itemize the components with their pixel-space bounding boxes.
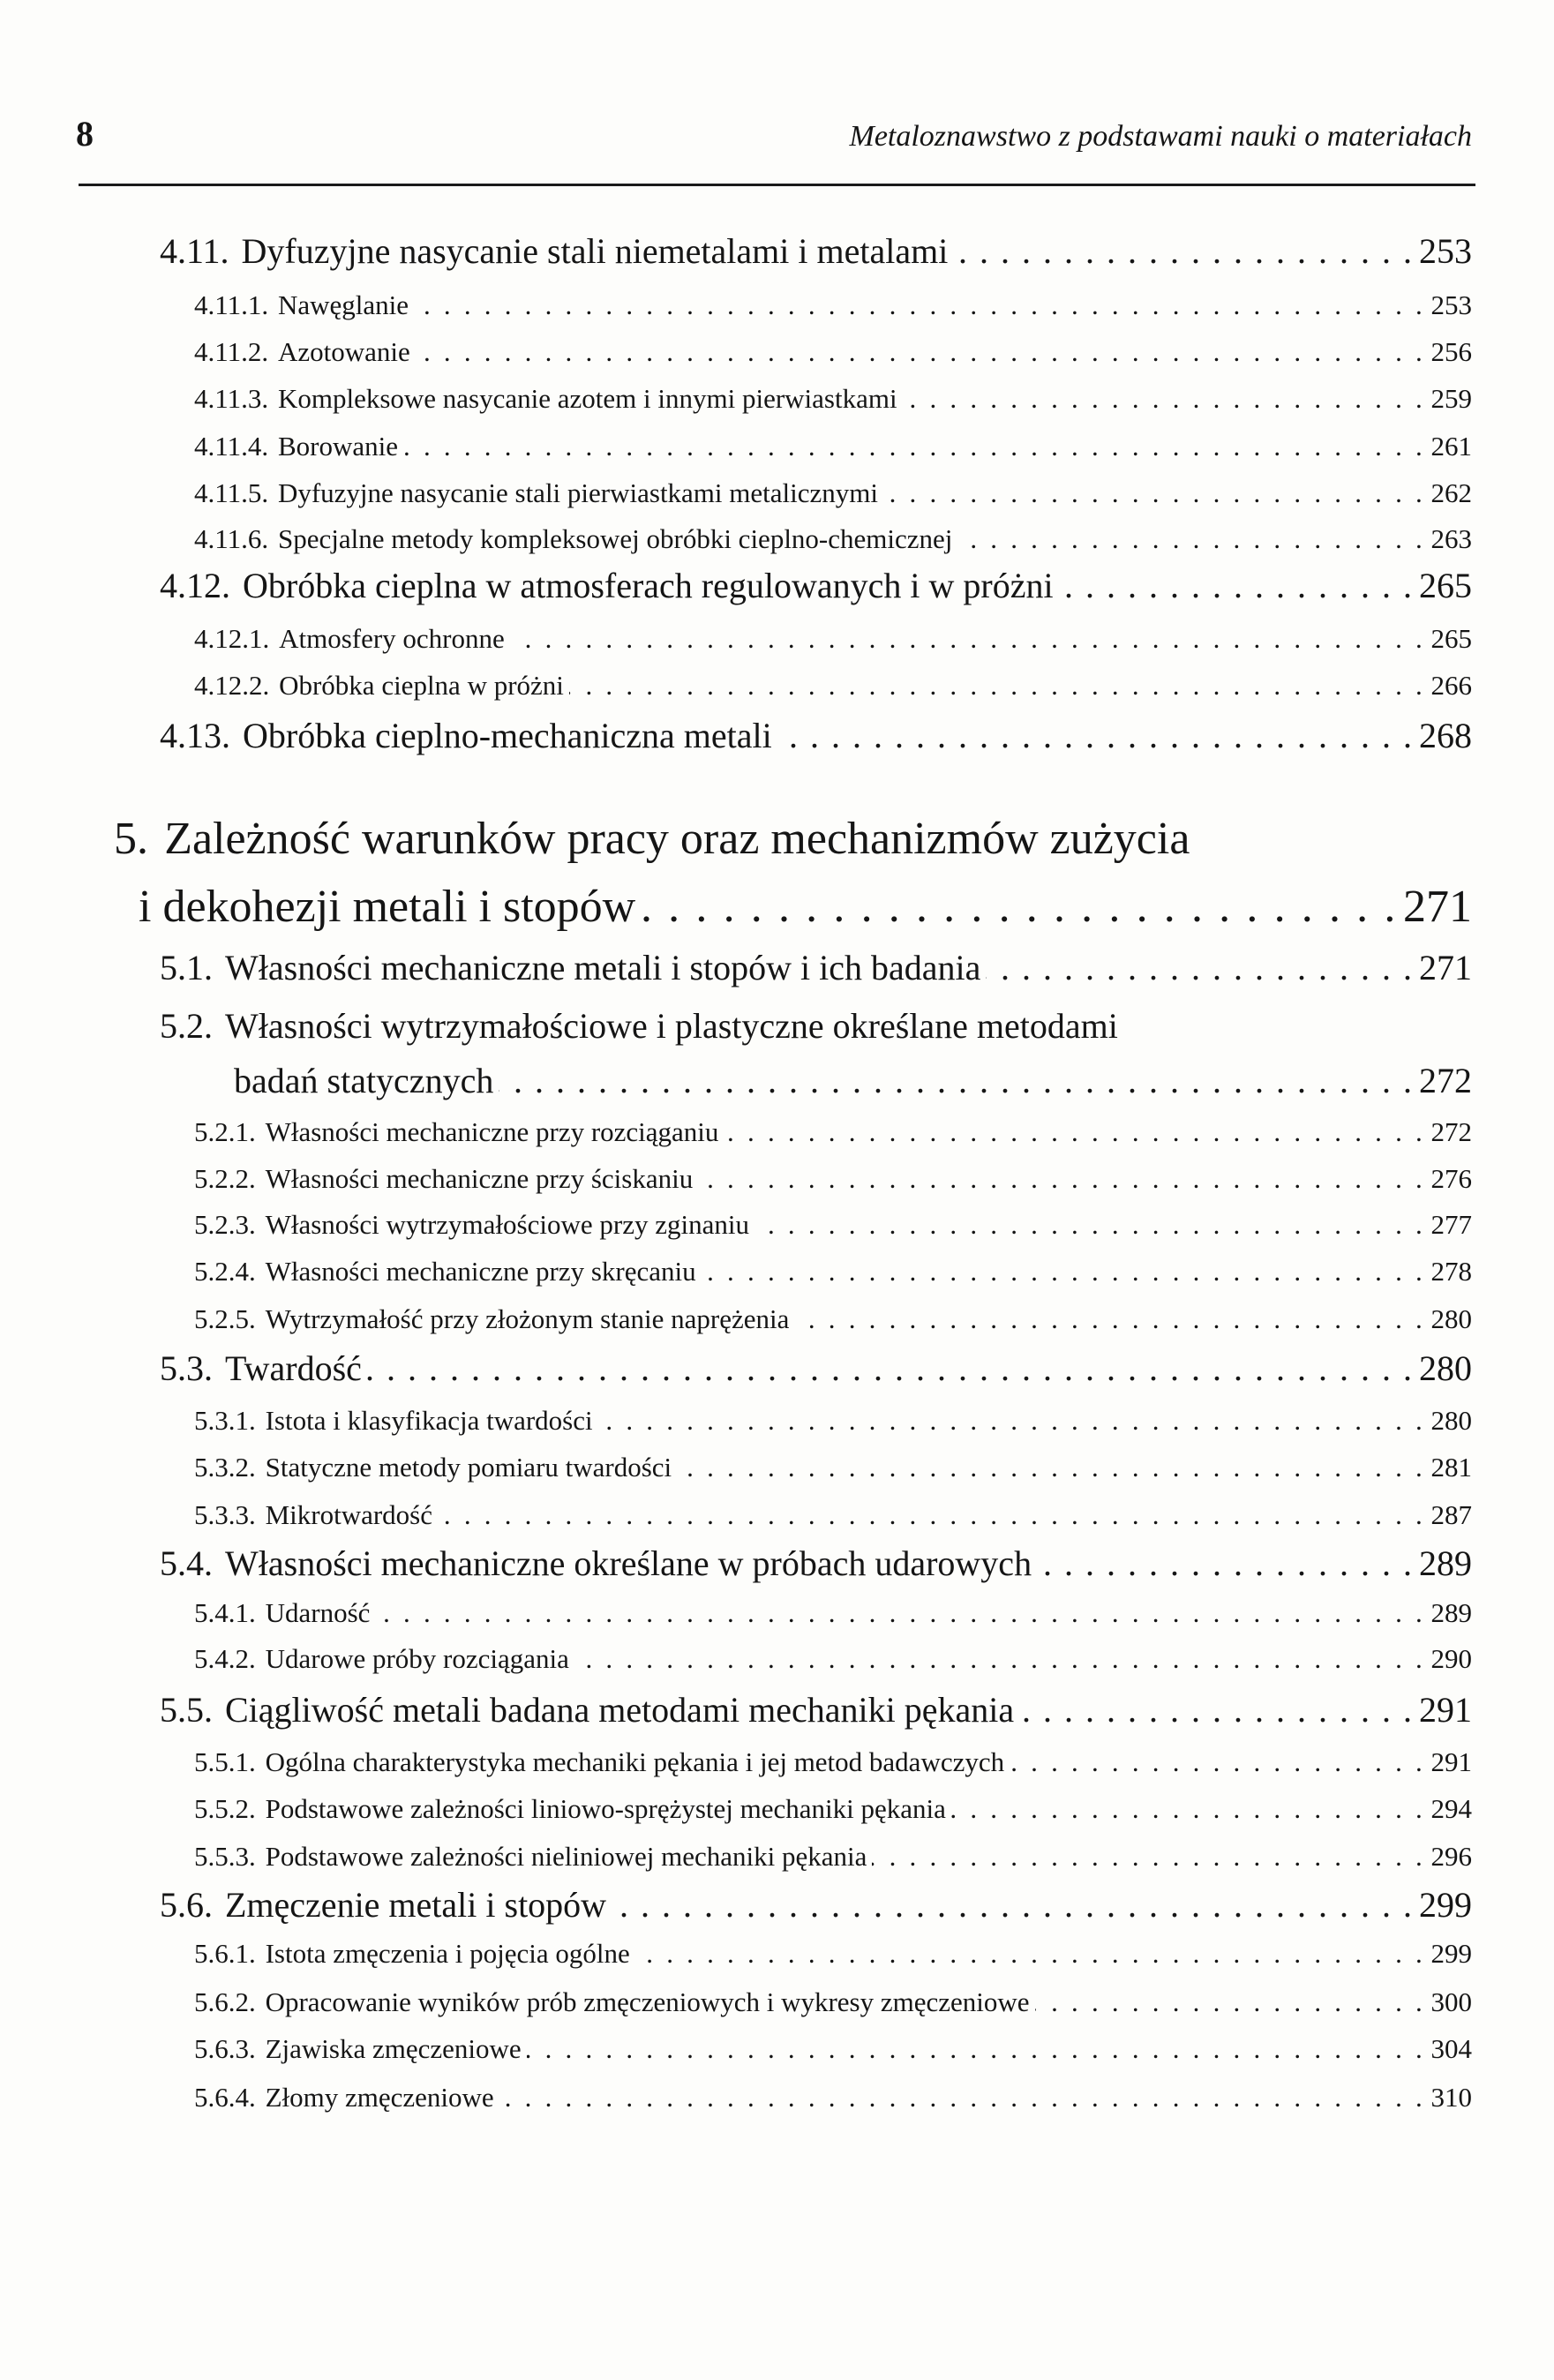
dot-leader — [724, 1107, 1425, 1157]
entry-number: 4.11. — [160, 231, 229, 271]
entry-page: 256 — [1430, 336, 1472, 367]
running-title: Metaloznawstwo z podstawami nauki o materiałach — [849, 120, 1472, 153]
entry-page: 271 — [1403, 882, 1472, 932]
toc-entry[interactable] — [194, 1978, 1472, 2027]
toc-entry[interactable] — [114, 808, 1472, 870]
entry-number: 4.12.1. — [194, 623, 270, 654]
dot-leader — [677, 1443, 1425, 1492]
entry-title: Udarowe próby rozciągania — [265, 1643, 569, 1674]
entry-page: 280 — [1430, 1303, 1472, 1334]
entry-title: Nawęglanie — [277, 289, 409, 320]
dot-leader — [499, 1056, 1414, 1106]
dot-leader — [569, 661, 1426, 710]
entry-title: Istota i klasyfikacja twardości — [265, 1405, 593, 1436]
entry-page: 272 — [1430, 1116, 1472, 1147]
toc-entry[interactable] — [194, 1490, 1472, 1540]
entry-title: Ciągliwość metali badana metodami mechaniki pękania — [225, 1690, 1015, 1730]
entry-number: 4.11.6. — [194, 523, 269, 554]
entry-title: Zależność warunków pracy oraz mechanizmów zużycia — [164, 814, 1190, 864]
entry-number: 5.6.2. — [194, 1986, 256, 2017]
toc-entry[interactable] — [160, 1881, 1472, 1930]
entry-page: 276 — [1430, 1163, 1472, 1194]
dot-leader — [1010, 1738, 1425, 1787]
entry-page: 304 — [1430, 2033, 1472, 2064]
dot-leader — [641, 876, 1398, 938]
dot-leader — [499, 2073, 1426, 2122]
entry-number: 5.2. — [160, 1006, 213, 1046]
toc-entry[interactable] — [194, 1396, 1472, 1445]
dot-leader — [702, 1247, 1426, 1296]
entry-number: 5.2.2. — [194, 1163, 256, 1194]
entry-number: 5.5.1. — [194, 1746, 256, 1777]
toc-entry[interactable] — [194, 1247, 1472, 1296]
entry-title: Specjalne metody kompleksowej obróbki cieplno-chemicznej — [277, 523, 953, 554]
entry-page: 265 — [1419, 566, 1472, 605]
dot-leader — [754, 1200, 1426, 1250]
entry-page: 278 — [1430, 1256, 1472, 1287]
entry-title: Borowanie — [277, 431, 398, 462]
entry-title: Własności mechaniczne przy rozciąganiu — [265, 1116, 719, 1147]
dot-leader — [414, 281, 1426, 330]
toc-entry[interactable] — [194, 514, 1472, 564]
entry-number: 5.5.2. — [194, 1793, 256, 1824]
dot-leader — [951, 1784, 1426, 1834]
toc-entry[interactable] — [160, 943, 1472, 993]
dot-leader — [510, 614, 1426, 664]
entry-number: 4.12. — [160, 566, 230, 605]
toc-entry[interactable] — [194, 469, 1472, 518]
toc-entry[interactable] — [194, 1154, 1472, 1204]
toc-entry[interactable] — [194, 281, 1472, 330]
entry-page: 290 — [1430, 1643, 1472, 1674]
entry-title: Obróbka cieplna w atmosferach regulowanych i w próżni — [243, 566, 1054, 605]
entry-page: 268 — [1419, 716, 1472, 755]
entry-page: 291 — [1419, 1690, 1472, 1730]
entry-page: 300 — [1430, 1986, 1472, 2017]
toc-entry[interactable] — [194, 1443, 1472, 1492]
entry-title: Obróbka cieplno-mechaniczna metali — [243, 716, 772, 755]
toc-entry[interactable] — [160, 1344, 1472, 1393]
dot-leader — [403, 422, 1426, 471]
dot-leader — [574, 1634, 1426, 1684]
toc-entry[interactable] — [194, 661, 1472, 710]
toc-entry[interactable] — [160, 1002, 1472, 1051]
entry-number: 5.6.3. — [194, 2033, 256, 2064]
entry-page: 291 — [1430, 1746, 1472, 1777]
entry-number: 5.6.1. — [194, 1938, 256, 1969]
toc-entry[interactable] — [194, 1738, 1472, 1787]
dot-leader — [612, 1881, 1414, 1930]
entry-title: Własności mechaniczne przy skręcaniu — [265, 1256, 696, 1287]
entry-title: Atmosfery ochronne — [279, 623, 505, 654]
entry-number: 5.2.3. — [194, 1209, 256, 1240]
toc-entry[interactable] — [160, 227, 1472, 276]
entry-page: 253 — [1419, 231, 1472, 271]
entry-number: 5.6.4. — [194, 2082, 256, 2113]
toc-entry[interactable] — [194, 1107, 1472, 1157]
entry-title: Opracowanie wyników prób zmęczeniowych i wykresy zmęczeniowe — [265, 1986, 1030, 2017]
entry-number: 5.4. — [160, 1543, 213, 1583]
toc-entry[interactable] — [160, 711, 1472, 761]
toc-entry[interactable] — [139, 876, 1472, 938]
toc-entry[interactable] — [194, 374, 1472, 424]
entry-number: 4.11.1. — [194, 289, 269, 320]
entry-title-continued: i dekohezji metali i stopów — [139, 882, 636, 932]
toc-entry[interactable] — [194, 422, 1472, 471]
entry-title: Własności wytrzymałościowe przy zginaniu — [265, 1209, 749, 1240]
dot-leader — [375, 1588, 1425, 1638]
toc-entry[interactable] — [194, 2024, 1472, 2074]
dot-leader — [598, 1396, 1426, 1445]
entry-page: 265 — [1430, 623, 1472, 654]
dot-leader — [438, 1490, 1426, 1540]
entry-title: Statyczne metody pomiaru twardości — [265, 1452, 672, 1483]
entry-title: Podstawowe zależności liniowo-sprężystej mechaniki pękania — [265, 1793, 946, 1824]
entry-title: Własności mechaniczne metali i stopów i ich badania — [225, 948, 981, 987]
entry-number: 4.13. — [160, 716, 230, 755]
entry-page: 272 — [1419, 1061, 1472, 1100]
header-rule — [79, 184, 1475, 186]
dot-leader — [872, 1832, 1425, 1881]
entry-title: Złomy zmęczeniowe — [265, 2082, 494, 2113]
entry-title: Ogólna charakterystyka mechaniki pękania i jej metod badawczych — [265, 1746, 1005, 1777]
entry-page: 271 — [1419, 948, 1472, 987]
entry-page: 310 — [1430, 2082, 1472, 2113]
entry-page: 289 — [1430, 1597, 1472, 1628]
entry-page: 259 — [1430, 383, 1472, 414]
entry-number: 5.3.1. — [194, 1405, 256, 1436]
entry-number: 4.11.2. — [194, 336, 269, 367]
entry-title: Istota zmęczenia i pojęcia ogólne — [265, 1938, 630, 1969]
entry-number: 5.4.1. — [194, 1597, 256, 1628]
entry-page: 299 — [1430, 1938, 1472, 1969]
dot-leader — [1019, 1686, 1414, 1735]
toc-entry[interactable] — [194, 1832, 1472, 1881]
entry-number: 4.11.4. — [194, 431, 269, 462]
dot-leader — [777, 711, 1414, 761]
toc-entry[interactable] — [194, 614, 1472, 664]
entry-title: Podstawowe zależności nieliniowej mechaniki pękania — [265, 1841, 867, 1872]
dot-leader — [527, 2024, 1426, 2074]
dot-leader — [416, 327, 1426, 377]
entry-number: 5.3. — [160, 1348, 213, 1388]
entry-page: 263 — [1430, 523, 1472, 554]
entry-page: 296 — [1430, 1841, 1472, 1872]
toc-entry[interactable] — [194, 2073, 1472, 2122]
dot-leader — [986, 943, 1414, 993]
entry-page: 299 — [1419, 1885, 1472, 1925]
entry-title: Zjawiska zmęczeniowe — [265, 2033, 522, 2064]
entry-title: Twardość — [225, 1348, 362, 1388]
dot-leader — [1059, 561, 1414, 611]
entry-number: 5.4.2. — [194, 1643, 256, 1674]
toc-entry[interactable] — [194, 327, 1472, 377]
entry-number: 5.6. — [160, 1885, 213, 1925]
toc-entry[interactable] — [194, 1295, 1472, 1344]
dot-leader — [1035, 1978, 1426, 2027]
entry-number: 5.2.5. — [194, 1303, 256, 1334]
entry-page: 289 — [1419, 1543, 1472, 1583]
entry-title: Własności mechaniczne przy ściskaniu — [265, 1163, 694, 1194]
page-number: 8 — [76, 114, 94, 154]
dot-leader — [794, 1295, 1425, 1344]
entry-number: 5. — [114, 814, 148, 864]
dot-leader — [883, 469, 1425, 518]
entry-number: 5.3.3. — [194, 1499, 256, 1530]
toc-entry[interactable] — [194, 1588, 1472, 1638]
toc-entry[interactable] — [160, 1686, 1472, 1735]
entry-number: 5.2.1. — [194, 1116, 256, 1147]
dot-leader — [903, 374, 1426, 424]
toc-entry[interactable] — [194, 1634, 1472, 1684]
toc-entry[interactable] — [234, 1056, 1472, 1106]
entry-page: 253 — [1430, 289, 1472, 320]
entry-title: Azotowanie — [277, 336, 410, 367]
toc-entry[interactable] — [194, 1929, 1472, 1978]
entry-title: Dyfuzyjne nasycanie stali pierwiastkami metalicznymi — [277, 477, 879, 508]
toc-entry[interactable] — [194, 1784, 1472, 1834]
entry-number: 4.12.2. — [194, 670, 270, 701]
toc-entry[interactable] — [160, 561, 1472, 611]
entry-page: 280 — [1430, 1405, 1472, 1436]
dot-leader — [635, 1929, 1426, 1978]
entry-title: Dyfuzyjne nasycanie stali niemetalami i metalami — [241, 231, 949, 271]
entry-number: 5.1. — [160, 948, 213, 987]
entry-page: 262 — [1430, 477, 1472, 508]
entry-title: Udarność — [265, 1597, 371, 1628]
entry-title: Mikrotwardość — [265, 1499, 432, 1530]
entry-page: 287 — [1430, 1499, 1472, 1530]
entry-page: 294 — [1430, 1793, 1472, 1824]
entry-number: 4.11.3. — [194, 383, 269, 414]
dot-leader — [1037, 1539, 1414, 1588]
entry-title: Własności wytrzymałościowe i plastyczne określane metodami — [225, 1006, 1118, 1046]
entry-title: Obróbka cieplna w próżni — [279, 670, 564, 701]
entry-title: Własności mechaniczne określane w próbach udarowych — [225, 1543, 1032, 1583]
entry-page: 266 — [1430, 670, 1472, 701]
dot-leader — [367, 1344, 1414, 1393]
dot-leader — [698, 1154, 1425, 1204]
entry-title: Kompleksowe nasycanie azotem i innymi pierwiastkami — [277, 383, 897, 414]
entry-number: 5.2.4. — [194, 1256, 256, 1287]
toc-entry[interactable] — [160, 1539, 1472, 1588]
entry-page: 277 — [1430, 1209, 1472, 1240]
entry-title: Wytrzymałość przy złożonym stanie naprężenia — [265, 1303, 790, 1334]
entry-number: 4.11.5. — [194, 477, 269, 508]
entry-page: 280 — [1419, 1348, 1472, 1388]
toc-entry[interactable] — [194, 1200, 1472, 1250]
entry-number: 5.5.3. — [194, 1841, 256, 1872]
entry-page: 261 — [1430, 431, 1472, 462]
entry-number: 5.5. — [160, 1690, 213, 1730]
dot-leader — [957, 514, 1425, 564]
entry-number: 5.3.2. — [194, 1452, 256, 1483]
entry-page: 281 — [1430, 1452, 1472, 1483]
dot-leader — [953, 227, 1414, 276]
entry-title: Zmęczenie metali i stopów — [225, 1885, 607, 1925]
entry-title-continued: badań statycznych — [234, 1061, 494, 1100]
